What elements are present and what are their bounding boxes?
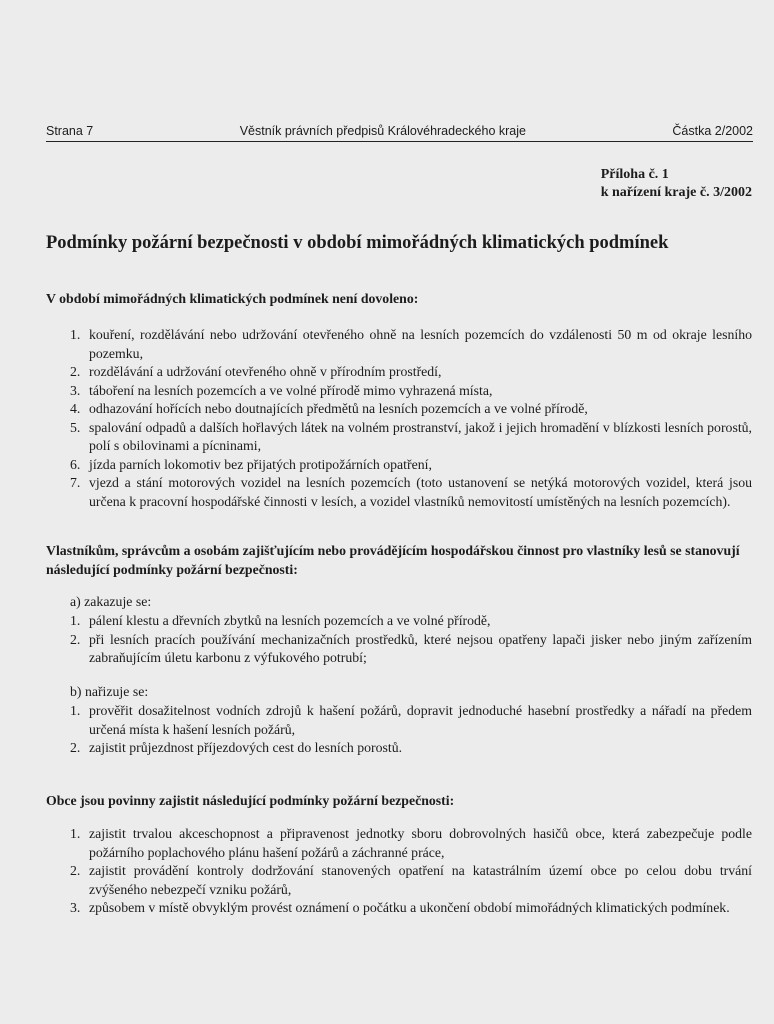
section-2a-list	[70, 612, 752, 668]
list-item	[70, 825, 752, 862]
list-item-text: spalování odpadů a dalších hořlavých látek na volném prostranství, jakož i jejich hromadění v blízkosti lesních porostů, polí s obilovinami a pícninami,	[89, 419, 752, 453]
annex-reference	[601, 166, 752, 202]
list-item	[70, 456, 752, 475]
list-item	[70, 899, 752, 918]
list-item	[70, 474, 752, 511]
section-1-heading: V období mimořádných klimatických podmínek není dovoleno:	[46, 291, 419, 306]
section-3-list	[70, 825, 752, 918]
header-issue: Částka 2/2002	[672, 124, 753, 138]
list-item-number: 5.	[70, 419, 81, 435]
list-item-text: zajistit trvalou akceschopnost a připravenost jednotky sboru dobrovolných hasičů obce, která zabezpečuje podle požárního poplachového plánu hašení požárů a záchranné práce,	[89, 826, 752, 860]
page-header	[46, 124, 753, 142]
section-1-list	[70, 326, 752, 511]
list-item-number: 7.	[70, 475, 81, 490]
list-item-text: táboření na lesních pozemcích a ve volné přírodě mimo vyhrazená místa,	[89, 382, 493, 398]
list-item	[70, 862, 752, 899]
list-item-number: 6.	[70, 456, 81, 472]
list-item-text: kouření, rozdělávání nebo udržování otevřeného ohně na lesních pozemcích do vzdálenosti 50 m od okraje lesního pozemku,	[89, 327, 752, 361]
list-item-text: vjezd a stání motorových vozidel na lesních pozemcích (toto ustanovení se netýká motorových vozidel, která jsou určena k pracovní hospodářské činnosti v lesích, a vozidel vlastníků nemovitostí umístěných na lesních pozemcích).	[89, 475, 752, 509]
list-item-number: 1.	[70, 826, 81, 841]
list-item-number: 2.	[70, 740, 81, 755]
header-journal-title: Věstník právních předpisů Královéhradeckého kraje	[239, 124, 526, 138]
annex-line-2: k nařízení kraje č. 3/2002	[600, 185, 752, 200]
document-title: Podmínky požární bezpečnosti v období mimořádných klimatických podmínek	[46, 233, 669, 253]
list-item-text: prověřit dosažitelnost vodních zdrojů k hašení požárů, dopravit jednoduché hasební prostředky a nářadí na předem určená místa k hašení lesních požárů,	[89, 703, 752, 737]
section-3-heading: Obce jsou povinny zajistit následující podmínky požární bezpečnosti:	[46, 793, 455, 808]
list-item-number: 1.	[70, 703, 81, 718]
list-item	[70, 363, 752, 382]
section-2b-list	[70, 702, 752, 758]
list-item-text: jízda parních lokomotiv bez přijatých protipožárních opatření,	[89, 456, 432, 472]
list-item-text: zajistit provádění kontroly dodržování stanovených opatření na katastrálním území obce po celou dobu trvání zvýšeného nebezpečí vzniku požárů,	[89, 863, 752, 897]
list-item-text: pálení klestu a dřevních zbytků na lesních pozemcích a ve volné přírodě,	[89, 613, 491, 628]
list-item-text: způsobem v místě obvyklým provést oznámení o počátku a ukončení období mimořádných klimatických podmínek.	[89, 900, 730, 915]
list-item-number: 4.	[70, 401, 81, 416]
list-item-number: 1.	[70, 327, 81, 342]
list-item-text: rozdělávání a udržování otevřeného ohně v přírodním prostředí,	[89, 364, 442, 379]
list-item	[70, 631, 752, 668]
list-item	[70, 419, 752, 456]
list-item-text: odhazování hořících nebo doutnajících předmětů na lesních pozemcích a ve volné přírodě,	[89, 401, 588, 416]
section-2a-label: a) zakazuje se:	[70, 594, 152, 609]
list-item-text: při lesních pracích používání mechanizačních prostředků, které nejsou opatřeny lapači jisker nebo jiným zařízením zabraňujícím úletu karbonu z výfukového potrubí;	[89, 631, 752, 665]
section-2b-label: b) nařizuje se:	[70, 684, 149, 699]
annex-line-1: Příloha č. 1	[600, 167, 669, 182]
list-item	[70, 400, 752, 419]
list-item-number: 2.	[70, 863, 81, 878]
header-page-number: Strana 7	[46, 124, 94, 138]
list-item-number: 3.	[70, 900, 81, 915]
list-item	[70, 382, 752, 401]
list-item	[70, 702, 752, 739]
list-item-text: zajistit průjezdnost příjezdových cest do lesních porostů.	[89, 740, 403, 755]
list-item-number: 3.	[70, 382, 81, 398]
list-item-number: 1.	[70, 613, 81, 628]
list-item-number: 2.	[70, 631, 81, 647]
list-item-number: 2.	[70, 364, 81, 379]
list-item	[70, 739, 752, 758]
list-item	[70, 612, 752, 631]
section-2-heading: Vlastníkům, správcům a osobám zajišťujícím nebo provádějícím hospodářskou činnost pro vlastníky lesů se stanovují následující podmínky požární bezpečnosti:	[46, 543, 740, 577]
list-item	[70, 326, 752, 363]
